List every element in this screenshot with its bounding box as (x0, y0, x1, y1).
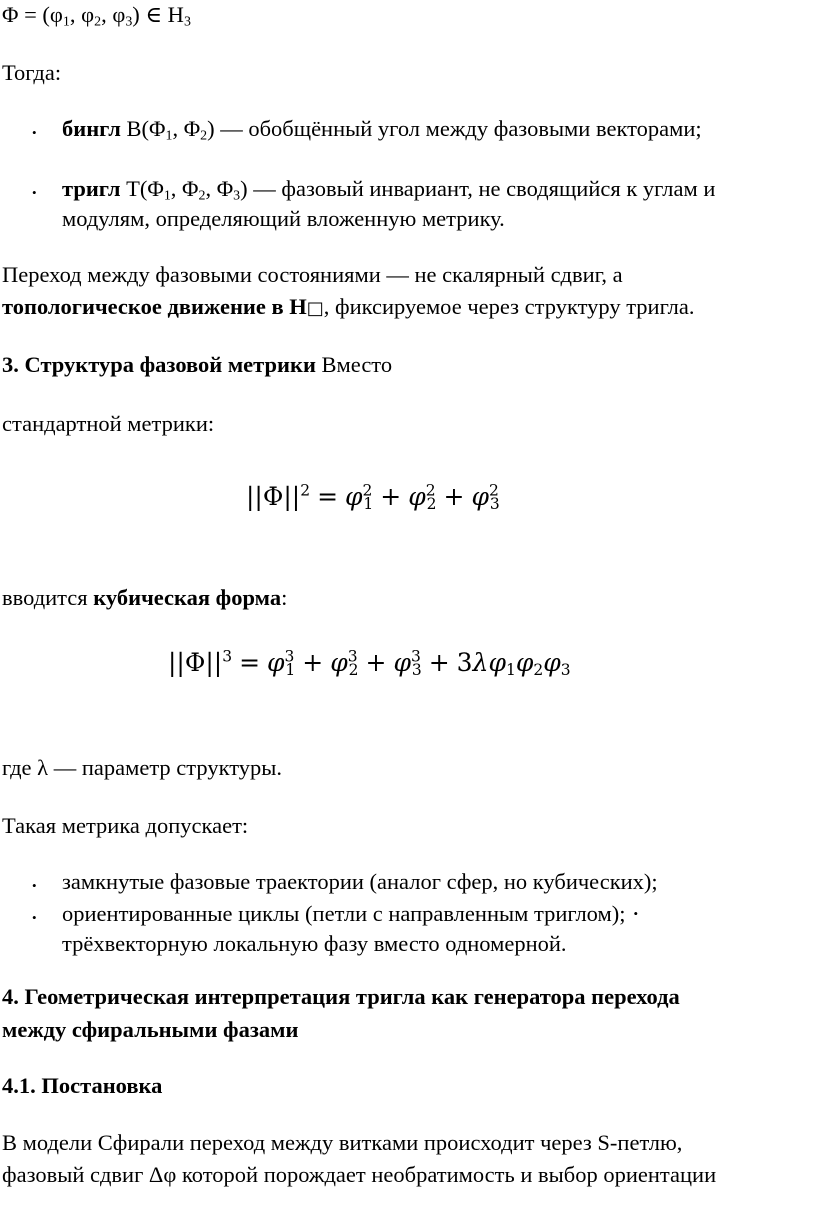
sfiral-paragraph-line1: В модели Сфирали переход между витками происходит через S-петлю, (2, 1130, 683, 1155)
list-bullet: • (32, 125, 37, 140)
transition-paragraph-line1: Переход между фазовыми состояниями — не скалярный сдвиг, а (2, 262, 623, 287)
sfiral-paragraph-line2: фазовый сдвиг Δφ которой порождает необратимость и выбор ориентации (2, 1162, 717, 1187)
list-item-trigl-continuation: модулям, определяющий вложенную метрику. (62, 206, 505, 231)
section-3-heading: 3. Структура фазовой метрики (2, 352, 316, 377)
list-item-closed-trajectories: замкнутые фазовые траектории (аналог сфер, но кубических); (62, 869, 658, 894)
section-3-heading-line: 3. Структура фазовой метрики Вместо (2, 352, 393, 377)
list-item-trigl: тригл $T(\Phi_1$, $\Phi_2$, $\Phi_3$) — фазовый инвариант, не сводящийся к углам и (62, 176, 716, 204)
list-bullet: • (32, 910, 37, 925)
list-item-bingl: бингл $B(\Phi_1$, $\Phi_2$) — обобщённый угол между фазовыми векторами; (62, 116, 702, 144)
section-4-1-heading: 4.1. Постановка (2, 1073, 163, 1098)
missing-glyph-box: □ (306, 298, 324, 319)
quadratic-metric-equation: $||\Phi||^2 = \varphi^2_1 + \varphi^2_2 + \varphi^2_3$ (246, 481, 500, 513)
cubic-metric-equation: $||\Phi||^3 = \varphi^3_1 + \varphi^3_2 + \varphi^3_3 + 3\lambda\varphi_1\varphi_2\varphi_3$ (168, 647, 571, 679)
transition-paragraph-line2: топологическое движение в H□, фиксируемое через структуру тригла. (2, 294, 695, 319)
section-4-heading-line2: между сфиральными фазами (2, 1017, 299, 1042)
section-3-text: стандартной метрики: (2, 411, 215, 436)
list-bullet: • (633, 906, 639, 921)
list-item-oriented-cycles: ориентированные циклы (петли с направленным триглом); • (62, 901, 639, 926)
section-4-heading-line1: 4. Геометрическая интерпретация тригла как генератора перехода (2, 984, 680, 1009)
topological-motion-term: топологическое движение в H (2, 294, 307, 319)
list-item-three-vector-phase: трёхвекторную локальную фазу вместо одномерной. (62, 931, 567, 956)
then-paragraph: Тогда: (2, 60, 62, 85)
list-bullet: • (32, 185, 37, 200)
cubic-form-intro: вводится кубическая форма: (2, 585, 288, 610)
lambda-definition: где λ — параметр структуры. (2, 755, 283, 780)
term-trigl: тригл (62, 176, 121, 201)
list-bullet: • (32, 878, 37, 893)
metric-allows-paragraph: Такая метрика допускает: (2, 813, 249, 838)
cubic-form-term: кубическая форма (93, 585, 282, 610)
term-bingl: бингл (62, 116, 121, 141)
phase-vector-definition: $\Phi = (\varphi_1$, $\varphi_2$, $\varphi_3$) ∈ $H_3$ (2, 2, 191, 30)
